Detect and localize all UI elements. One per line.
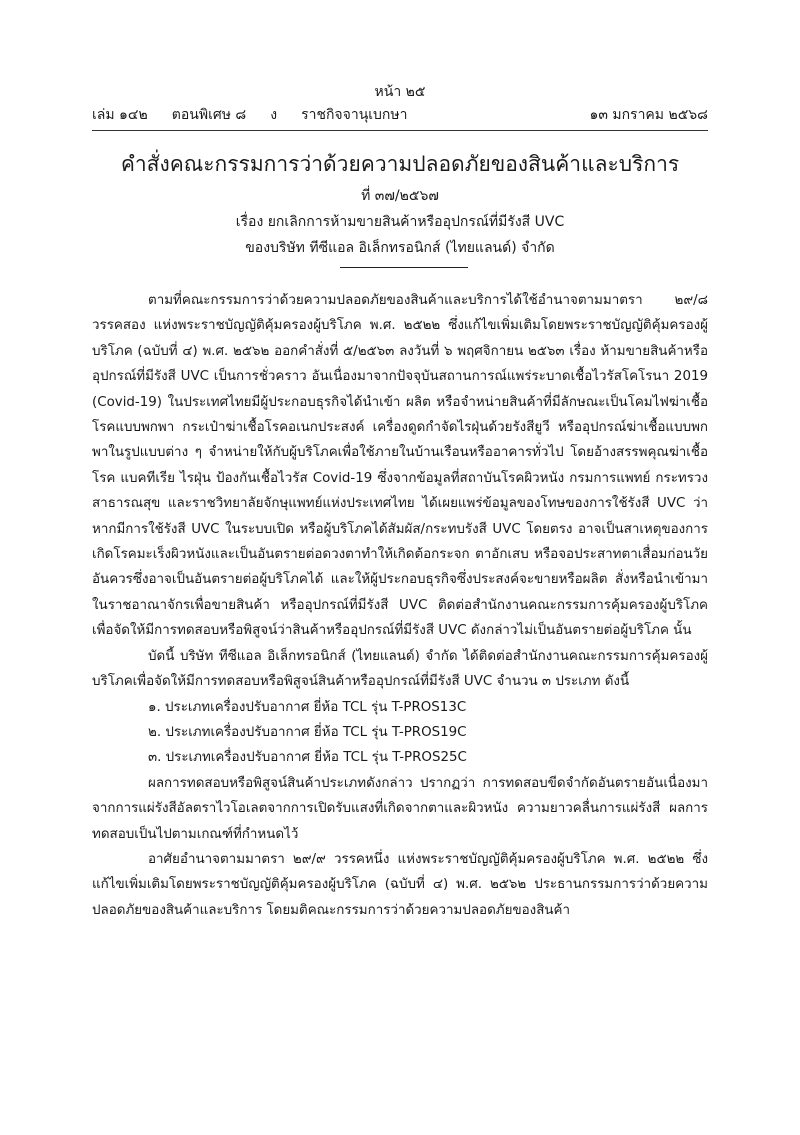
gazette-header [92, 104, 708, 126]
list-item: ๒. ประเภทเครื่องปรับอากาศ ยี่ห้อ TCL รุ่น T-PROS19C [148, 724, 467, 740]
document-title: คำสั่งคณะกรรมการว่าด้วยความปลอดภัยของสินค้าและบริการ [120, 152, 680, 176]
paragraph-testing-request: บัดนี้ บริษัท ทีซีแอล อิเล็กทรอนิกส์ (ไทยแลนด์) จำกัด ได้ติดต่อสำนักงานคณะกรรมการคุ้มครองผู้บริโภคเพื่อจัดให้มีการทดสอบหรือพิสูจน์สินค้าหรืออุปกรณ์ที่มีรังสี UVC จำนวน ๓ ประเภท ดังนี้ [92, 648, 708, 690]
title-divider [340, 267, 468, 268]
paragraph-authority: อาศัยอำนาจตามมาตรา ๒๙/๙ วรรคหนึ่ง แห่งพระราชบัญญัติคุ้มครองผู้บริโภค พ.ศ. ๒๕๒๒ ซึ่งแก้ไขเพิ่มเติมโดยพระราชบัญญัติคุ้มครองผู้บริโภค (ฉบับที่ ๔) พ.ศ. ๒๕๖๒ ประธานกรรมการว่าด้วยความปลอดภัยของสินค้าและบริการ โดยมติคณะกรรมการว่าด้วยความปลอดภัยของสินค้า [92, 851, 708, 918]
letter-label: ง [270, 107, 278, 123]
volume-label: เล่ม ๑๔๒ [92, 107, 148, 123]
paragraph-background: ตามที่คณะกรรมการว่าด้วยความปลอดภัยของสินค้าและบริการได้ใช้อำนาจตามมาตรา ๒๙/๘ วรรคสอง แห่งพระราชบัญญัติคุ้มครองผู้บริโภค พ.ศ. ๒๕๒๒ ซึ่งแก้ไขเพิ่มเติมโดยพระราชบัญญัติคุ้มครองผู้บริโภค (ฉบับที่ ๔) พ.ศ. ๒๕๖๒ ออกคำสั่งที่ ๕/๒๕๖๓ ลงวันที่ ๖ พฤศจิกายน ๒๕๖๓ เรื่อง ห้ามขายสินค้าหรืออุปกรณ์ที่มีรังสี UVC เป็นการชั่วคราว อันเนื่องมาจากปัจจุบันสถานการณ์แพร่ระบาดเชื้อไวรัสโคโรนา 2019 (Covid-19) ในประเทศไทยมีผู้ประกอบธุรกิจได้นำเข้า ผลิต หรือจำหน่ายสินค้าที่มีลักษณะเป็นโคมไฟฆ่าเชื้อโรคแบบพกพา กระเป๋าฆ่าเชื้อโรคอเนกประสงค์ เครื่องดูดกำจัดไรฝุ่นด้วยรังสียูวี หรืออุปกรณ์ฆ่าเชื้อแบบพกพาในรูปแบบต่าง ๆ จำหน่ายให้กับผู้บริโภคเพื่อใช้ภายในบ้านเรือนหรืออาคารทั่วไป โดยอ้างสรรพคุณฆ่าเชื้อโรค แบคทีเรีย ไรฝุ่น ป้องกันเชื้อไวรัส Covid-19 ซึ่งจากข้อมูลที่สถาบันโรคผิวหนัง กรมการแพทย์ กระทรวงสาธารณสุข และราชวิทยาลัยจักษุแพทย์แห่งประเทศไทย ได้เผยแพร่ข้อมูลของโทษของการใช้รังสี UVC ว่าหากมีการใช้รังสี UVC ในระบบเปิด หรือผู้บริโภคได้สัมผัส/กระทบรังสี UVC โดยตรง อาจเป็นสาเหตุของการเกิดโรคมะเร็งผิวหนังและเป็นอันตรายต่อดวงตาทำให้เกิดต้อกระจก ตาอักเสบ หรือจอประสาทตาเสื่อมก่อนวัยอันควรซึ่งอาจเป็นอันตรายต่อผู้บริโภคได้ และให้ผู้ประกอบธุรกิจซึ่งประสงค์จะขายหรือผลิต สั่งหรือนำเข้ามาในราชอาณาจักรเพื่อขายสินค้า หรืออุปกรณ์ที่มีรังสี UVC ติดต่อสำนักงานคณะกรรมการคุ้มครองผู้บริโภคเพื่อจัดให้มีการทดสอบหรือพิสูจน์ว่าสินค้าหรืออุปกรณ์ที่มีรังสี UVC ดังกล่าวไม่เป็นอันตรายต่อผู้บริโภค นั้น [92, 293, 708, 639]
page-number: หน้า ๒๕ [374, 84, 426, 100]
gazette-name: ราชกิจจานุเบกษา [301, 107, 408, 123]
list-item: ๑. ประเภทเครื่องปรับอากาศ ยี่ห้อ TCL รุ่น T-PROS13C [148, 699, 467, 715]
document-body [92, 288, 708, 923]
list-item: ๓. ประเภทเครื่องปรับอากาศ ยี่ห้อ TCL รุ่น T-PROS25C [148, 750, 467, 766]
subject-line-1: เรื่อง ยกเลิกการห้ามขายสินค้าหรืออุปกรณ์ที่มีรังสี UVC [235, 214, 565, 230]
order-number: ที่ ๓๗/๒๕๖๗ [361, 188, 439, 204]
paragraph-test-results: ผลการทดสอบหรือพิสูจน์สินค้าประเภทดังกล่าว ปรากฏว่า การทดสอบขีดจำกัดอันตรายอันเนื่องมาจากการแผ่รังสีอัลตราไวโอเลตจากการเปิดรับแสงที่เกิดจากตาและผิวหนัง ความยาวคลื่นการแผ่รังสี ผลการทดสอบเป็นไปตามเกณฑ์ที่กำหนดไว้ [92, 775, 708, 842]
gazette-date: ๑๓ มกราคม ๒๕๖๘ [589, 107, 708, 123]
subject-line-2: ของบริษัท ทีซีแอล อิเล็กทรอนิกส์ (ไทยแลนด์) จำกัด [245, 240, 555, 256]
header-rule [92, 130, 708, 131]
section-label: ตอนพิเศษ ๘ [171, 107, 247, 123]
header-left-group [92, 104, 408, 126]
